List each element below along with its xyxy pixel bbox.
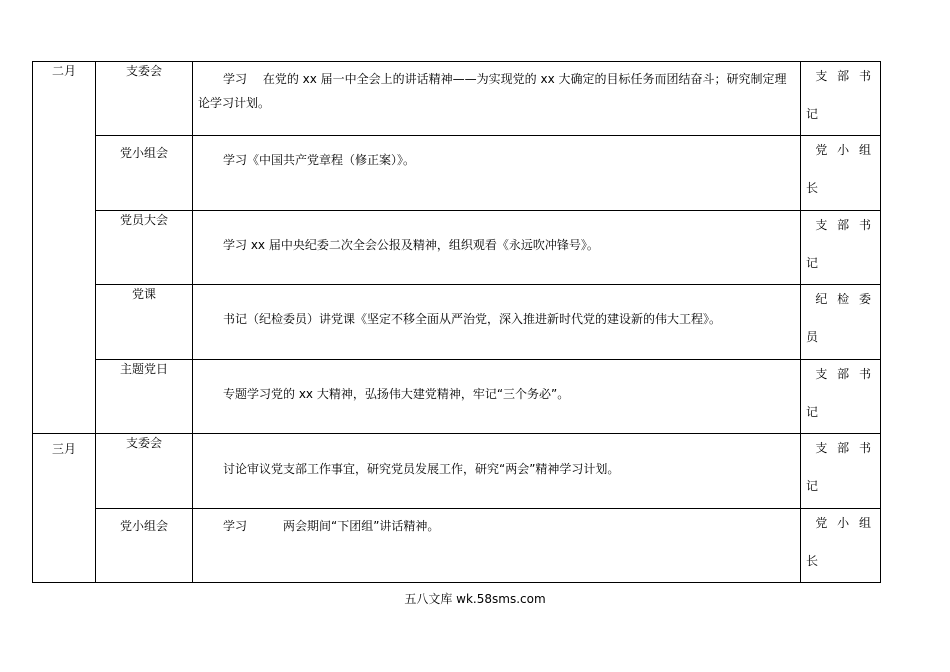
meeting-type-cell <box>96 62 193 136</box>
responsible-line1: 党 小 组 <box>815 516 874 530</box>
table-row <box>33 509 881 583</box>
content-text: 专题学习党的 xx 大精神，弘扬伟大建党精神，牢记“三个务必”。 <box>223 387 570 401</box>
responsible-line2: 记 <box>806 256 822 270</box>
table-row <box>33 285 881 360</box>
content-text: 学习 两会期间“下团组”讲话精神。 <box>223 519 440 533</box>
meeting-type-label: 党课 <box>131 287 156 301</box>
content-cell <box>193 136 801 211</box>
responsible-line2: 记 <box>806 107 822 121</box>
meeting-type-cell <box>96 211 193 285</box>
table-row <box>33 136 881 211</box>
meeting-type-cell <box>96 360 193 434</box>
month-label: 二月 <box>51 64 76 78</box>
content-cell <box>193 509 801 583</box>
responsible-cell <box>801 62 881 136</box>
responsible-line1: 支 部 书 <box>815 69 874 83</box>
meeting-type-cell <box>96 509 193 583</box>
responsible-line1: 支 部 书 <box>815 218 874 232</box>
meeting-type-label: 主题党日 <box>119 362 168 376</box>
responsible-line2: 记 <box>806 405 822 419</box>
responsible-line2: 长 <box>806 554 822 568</box>
responsible-line2: 员 <box>806 330 822 344</box>
meeting-type-cell <box>96 285 193 360</box>
content-text: 学习 在党的 xx 届一中全会上的讲话精神——为实现党的 xx 大确定的目标任务而团结奋斗；研究制定理论学习计划。 <box>198 72 787 110</box>
content-cell <box>193 285 801 360</box>
meeting-type-label: 支委会 <box>125 436 162 450</box>
meeting-type-label: 党小组会 <box>119 519 168 533</box>
meeting-type-label: 党小组会 <box>119 146 168 160</box>
meeting-type-cell <box>96 434 193 509</box>
responsible-line1: 党 小 组 <box>815 143 874 157</box>
table-row <box>33 360 881 434</box>
responsible-cell <box>801 211 881 285</box>
content-cell <box>193 434 801 509</box>
footer-watermark-text: 五八文库 wk.58sms.com <box>404 592 546 606</box>
work-plan-table <box>32 61 881 583</box>
responsible-line1: 支 部 书 <box>815 367 874 381</box>
table-row <box>33 211 881 285</box>
meeting-type-label: 党员大会 <box>119 213 168 227</box>
responsible-line1: 纪 检 委 <box>815 292 874 306</box>
content-cell <box>193 62 801 136</box>
table-row <box>33 434 881 509</box>
month-label: 三月 <box>51 442 76 456</box>
responsible-cell <box>801 136 881 211</box>
meeting-type-cell <box>96 136 193 211</box>
content-text: 讨论审议党支部工作事宜，研究党员发展工作，研究“两会”精神学习计划。 <box>223 462 620 476</box>
content-text: 学习 xx 届中央纪委二次全会公报及精神，组织观看《永远吹冲锋号》。 <box>223 238 599 252</box>
content-cell <box>193 360 801 434</box>
responsible-cell <box>801 285 881 360</box>
responsible-line1: 支 部 书 <box>815 441 874 455</box>
responsible-line2: 长 <box>806 181 822 195</box>
content-text: 书记（纪检委员）讲党课《坚定不移全面从严治党，深入推进新时代党的建设新的伟大工程》。 <box>223 312 722 326</box>
responsible-cell <box>801 509 881 583</box>
table-row <box>33 62 881 136</box>
meeting-type-label: 支委会 <box>125 64 162 78</box>
content-text: 学习《中国共产党章程（修正案）》。 <box>223 153 416 167</box>
responsible-cell <box>801 434 881 509</box>
month-cell-march <box>33 434 96 583</box>
responsible-line2: 记 <box>806 479 822 493</box>
month-cell-february <box>33 62 96 434</box>
responsible-cell <box>801 360 881 434</box>
content-cell <box>193 211 801 285</box>
